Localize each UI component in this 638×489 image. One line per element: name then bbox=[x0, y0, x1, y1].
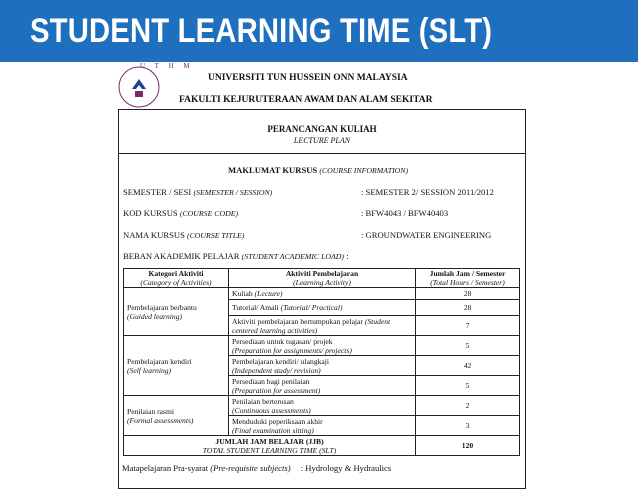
header-hours: Jumlah Jam / Semester (Total Hours / Semester) bbox=[416, 269, 520, 288]
hours-cell: 5 bbox=[416, 376, 520, 396]
field-label: KOD KURSUS bbox=[123, 208, 178, 218]
load-colon: : bbox=[346, 251, 349, 261]
hours-cell: 28 bbox=[416, 300, 520, 316]
university-name: UNIVERSITI TUN HUSSEIN ONN MALAYSIA bbox=[208, 73, 408, 83]
field-label-en: (COURSE TITLE) bbox=[187, 231, 245, 240]
load-label: BEBAN AKADEMIK PELAJAR bbox=[123, 251, 240, 261]
activity-cell: Penilaian berterusan (Continuous assessments) bbox=[229, 396, 416, 416]
hours-cell: 5 bbox=[416, 336, 520, 356]
logo-lettering: U T H M bbox=[140, 62, 194, 70]
total-hours-cell: 120 bbox=[416, 436, 520, 456]
divider bbox=[118, 153, 526, 154]
activity-cell: Menduduki peperiksaan akhir (Final examination sitting) bbox=[229, 416, 416, 436]
field-course-code bbox=[123, 208, 238, 218]
activity-cell: Aktiviti pembelajaran bertumpukan pelajar (Student centered learning activities) bbox=[229, 316, 416, 336]
course-info-title: MAKLUMAT KURSUS bbox=[228, 165, 318, 175]
title-banner bbox=[0, 0, 638, 62]
hours-cell: 28 bbox=[416, 288, 520, 300]
activity-cell: Tutorial/ Amali (Tutorial/ Practical) bbox=[229, 300, 416, 316]
field-label: SEMESTER / SESI bbox=[123, 187, 192, 197]
field-label-en: (SEMESTER / SESSION) bbox=[193, 188, 273, 197]
field-label-en: (COURSE CODE) bbox=[179, 209, 239, 218]
activity-cell: Persediaan bagi penilaian (Preparation for assessment) bbox=[229, 376, 416, 396]
table-row bbox=[124, 288, 520, 300]
category-cell: Pembelajaran berbantu (Guided learning) bbox=[124, 288, 229, 336]
slide-title: STUDENT LEARNING TIME (SLT) bbox=[30, 12, 493, 50]
header-category: Kategori Aktiviti (Category of Activities) bbox=[124, 269, 229, 288]
category-cell: Penilaian rasmi (Formal assessments) bbox=[124, 396, 229, 436]
table-row bbox=[124, 336, 520, 356]
hours-cell: 7 bbox=[416, 316, 520, 336]
hours-cell: 2 bbox=[416, 396, 520, 416]
field-course-title bbox=[123, 230, 244, 240]
load-label-en: (STUDENT ACADEMIC LOAD) bbox=[241, 252, 345, 261]
academic-load-label bbox=[123, 251, 349, 261]
academic-load-table bbox=[123, 268, 520, 456]
field-label: NAMA KURSUS bbox=[123, 230, 185, 240]
hours-cell: 42 bbox=[416, 356, 520, 376]
category-cell: Pembelajaran kendiri (Self learning) bbox=[124, 336, 229, 396]
faculty-name: FAKULTI KEJURUTERAAN AWAM DAN ALAM SEKITAR bbox=[179, 95, 433, 105]
table-header-row bbox=[124, 269, 520, 288]
plan-title: PERANCANGAN KULIAH bbox=[267, 124, 377, 134]
activity-cell: Persediaan untuk tugasan/ projek (Preparation for assignments/ projects) bbox=[229, 336, 416, 356]
prereq-label: Matapelajaran Pra-syarat bbox=[122, 463, 209, 473]
prerequisite-row bbox=[122, 463, 391, 473]
field-course-code-value: : BFW4043 / BFW40403 bbox=[361, 208, 449, 218]
course-info-heading bbox=[228, 165, 408, 175]
field-semester-value: : SEMESTER 2/ SESSION 2011/2012 bbox=[361, 187, 494, 197]
field-course-title-value: : GROUNDWATER ENGINEERING bbox=[361, 230, 492, 240]
prereq-label-en: (Pre-requisite subjects) bbox=[210, 463, 291, 473]
activity-cell: Pembelajaran kendiri/ ulangkaji (Independent study/ revision) bbox=[229, 356, 416, 376]
hours-cell: 3 bbox=[416, 416, 520, 436]
plan-subtitle: LECTURE PLAN bbox=[293, 136, 351, 145]
prereq-value: : Hydrology & Hydraulics bbox=[300, 463, 392, 473]
header-activity: Aktiviti Pembelajaran (Learning Activity) bbox=[229, 269, 416, 288]
table-row bbox=[124, 396, 520, 416]
total-label-cell: JUMLAH JAM BELAJAR (JJB) TOTAL STUDENT LEARNING TIME (SLT) bbox=[124, 436, 416, 456]
field-semester bbox=[123, 187, 272, 197]
activity-cell: Kuliah (Lecture) bbox=[229, 288, 416, 300]
course-info-title-en: (COURSE INFORMATION) bbox=[319, 166, 409, 175]
table-total-row bbox=[124, 436, 520, 456]
